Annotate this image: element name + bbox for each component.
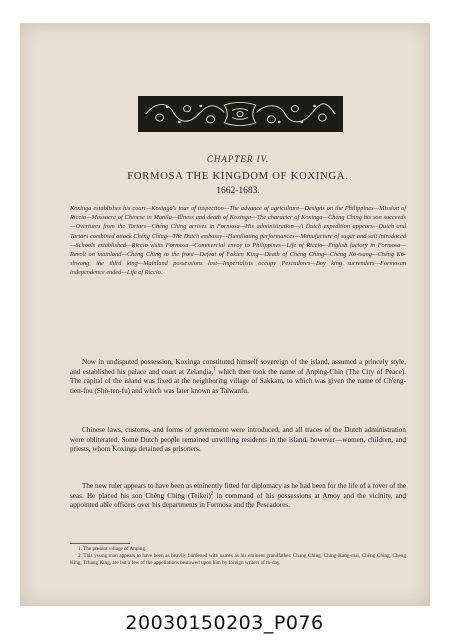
footnote-1: 1. The present village of Anping. xyxy=(78,546,147,552)
footnotes xyxy=(70,546,406,567)
chapter-synopsis: Koxinga establishes his court—Koxinga's tour of inspection—The advance of agriculture—Designs on the Philippines—Mission of Riccio—Massacre of Chinese in Manila—Illness and death of Koxinga—The character of Koxinga—Chéng Ching his son succeeds—Overtures from the Tartars—Chéng Ching arrives in Formosa—His administration—A Dutch expedition appears—Dutch and Tartars combined attack Chéng Ching—The Dutch embassy—Humiliating performances—Manufacture of sugar and salt introduced—Schools established—Riccio visits Formosa—Commercial envoy to Philippines—Life of Riccio—English factory in Formosa—Revolt on mainland—Chéng Ching to the front—Defeat of Fokien King—Death of Chéng Ching—Chéng Ko-tsang—Chéng Ko-shwang, the third king—Mainland possessions lost—Imperialists occupy Pescadores—Boy king surrenders—Formosan independence ended—Life of Riccio. xyxy=(70,205,406,277)
scanned-page xyxy=(20,23,430,606)
footnote-divider xyxy=(70,543,130,544)
footnote-ref-1: 1 xyxy=(213,367,216,373)
paragraph-2-text: Chinese laws, customs, and forms of government were introduced, and all traces of the Dutch administration were obliterated. Some Dutch people remained unwilling residents in the island, however—women, children, and priests, whom Koxinga detained as prisoners. xyxy=(70,426,406,454)
paragraph-2 xyxy=(70,426,406,455)
paragraph-1-text-a: Now in undisputed possession, Koxinga constituted himself sovereign of the island, assumed a princely style, and established his palace and court at Zelandia, xyxy=(70,358,406,376)
paragraph-1 xyxy=(70,358,406,396)
paragraph-3-text-a: The new ruler appears to have been as eminently fitted for diplomacy as he had been for the life of a rover of the seas. He placed his son Chêng Ching (Teikei) xyxy=(70,482,406,500)
paragraph-1-text-b: which then took the name of Anping-Chin (The City of Peace). The capital of the island was fixed at the neighboring village of Sakkam, to which was given the name of Ch'eng-tien-fou (Shö-ten-fu) and which was later known as Taiwanfu. xyxy=(70,367,406,395)
paragraph-3 xyxy=(70,482,406,511)
footnote-ref-2: 2 xyxy=(210,491,214,497)
image-id-caption: 20030150203_P076 xyxy=(125,612,324,634)
chapter-heading: CHAPTER IV. xyxy=(206,154,270,164)
decorative-headpiece xyxy=(138,96,343,132)
chapter-date-range: 1662-1683. xyxy=(216,186,260,196)
footnote-2: 2. This young man appears to have been as heavily burdened with names as his eminent grandfather. Chang Ching, Ching-Kang-mai, Chêng Ching, Cheng King, Tchang King, are but a few of the appellations bestowed upon him by foreign writers of to-day. xyxy=(70,553,406,566)
paragraph-3-text-b: in command of his possessions at Amoy and the vicinity, and appointed able officers over his departments in Formosa and the Pescadores. xyxy=(70,491,406,510)
chapter-title: FORMOSA THE KINGDOM OF KOXINGA. xyxy=(127,171,349,182)
floral-ornament-icon xyxy=(140,98,341,130)
